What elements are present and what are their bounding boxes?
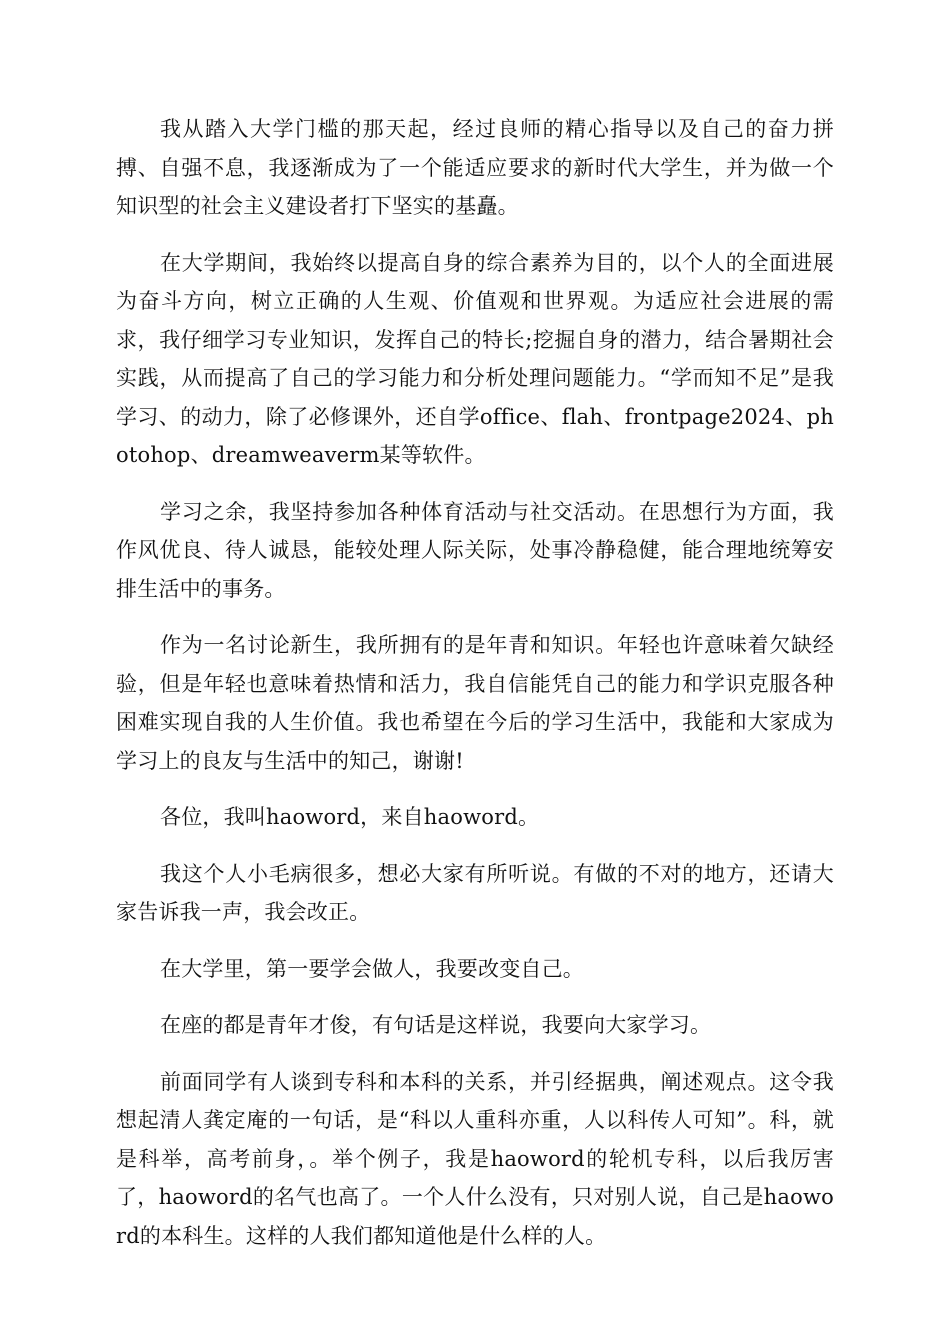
paragraph-2: 在大学期间，我始终以提高自身的综合素养为目的，以个人的全面进展为奋斗方向，树立正确的人生观、价值观和世界观。为适应社会进展的需求，我仔细学习专业知识，发挥自己的特长;挖掘自身的潜力，结合暑期社会实践，从而提高了自己的学习能力和分析处理问题能力。“学而知不足”是我学习、的动力，除了必修课外，还自学office、flah、frontpage2024、photohop、dreamweaverm某等软件。 xyxy=(116,250,834,467)
paragraph-1: 我从踏入大学门槛的那天起，经过良师的精心指导以及自己的奋力拼搏、自强不息，我逐渐成为了一个能适应要求的新时代大学生，并为做一个知识型的社会主义建设者打下坚实的基矗。 xyxy=(116,117,834,218)
paragraph-6: 我这个人小毛病很多，想必大家有所听说。有做的不对的地方，还请大家告诉我一声，我会改正。 xyxy=(116,861,834,924)
paragraph-7: 在大学里，第一要学会做人，我要改变自己。 xyxy=(160,956,584,981)
paragraph-8: 在座的都是青年才俊，有句话是这样说，我要向大家学习。 xyxy=(160,1013,712,1037)
paragraph-5: 各位，我叫haoword，来自haoword。 xyxy=(160,805,540,829)
paragraph-4: 作为一名讨论新生，我所拥有的是年青和知识。年轻也许意味着欠缺经验，但是年轻也意味着热情和活力，我自信能凭自己的能力和学识克服各种困难实现自我的人生价值。我也希望在今后的学习生活中，我能和大家成为学习上的良友与生活中的知己，谢谢! xyxy=(116,633,834,773)
paragraph-3: 学习之余，我坚持参加各种体育活动与社交活动。在思想行为方面，我作风优良、待人诚恳，能较处理人际关际，处事冷静稳健，能合理地统筹安排生活中的事务。 xyxy=(116,499,834,601)
paragraph-9: 前面同学有人谈到专科和本科的关系，并引经据典，阐述观点。这令我想起清人龚定庵的一句话，是“科以人重科亦重，人以科传人可知”。科，就是科举，高考前身，。举个例子，我是haoword的轮机专科，以后我厉害了，haoword的名气也高了。一个人什么没有，只对别人说，自己是haoword的本科生。这样的人我们都知道他是什么样的人。 xyxy=(116,1069,834,1248)
document-body xyxy=(116,110,834,1273)
